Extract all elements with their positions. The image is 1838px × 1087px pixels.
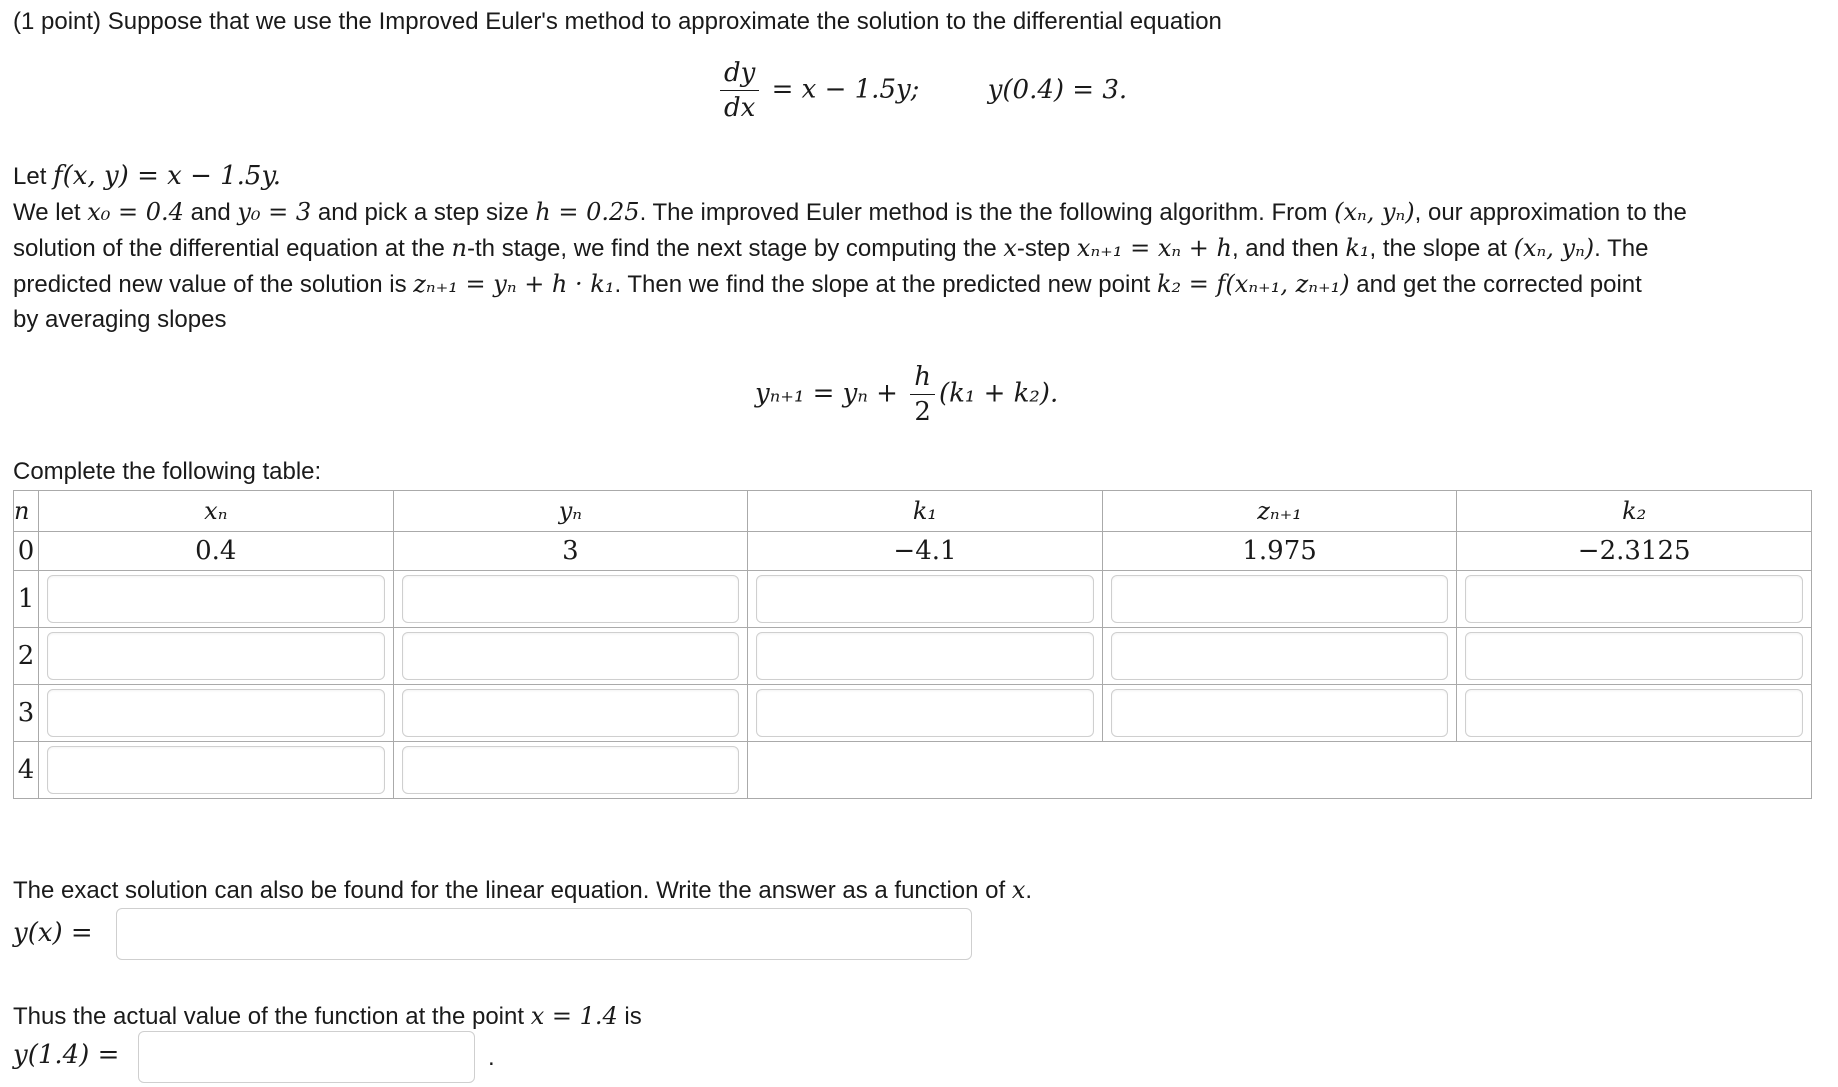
para-xstep: xₙ₊₁ = xₙ + h: [1076, 234, 1232, 262]
row0-z: 1.975: [1102, 532, 1457, 571]
row2-k2-input[interactable]: [1465, 632, 1803, 680]
table-header-row: [14, 491, 1812, 532]
exact-prompt-end: .: [1025, 877, 1033, 904]
row4-y-input[interactable]: [402, 746, 740, 794]
row0-x: 0.4: [39, 532, 394, 571]
para-text: and: [183, 199, 238, 226]
row3-k1-cell: [748, 685, 1103, 742]
row4-y-cell: [393, 742, 748, 799]
row2-x-cell: [39, 628, 394, 685]
row1-k2-input[interactable]: [1465, 575, 1803, 623]
table-row: [14, 742, 1812, 799]
row2-x-input[interactable]: [47, 632, 385, 680]
row1-k1-input[interactable]: [756, 575, 1094, 623]
row1-x-cell: [39, 571, 394, 628]
para-text: , our approximation to the: [1414, 199, 1687, 226]
exact-label: y(x) =: [13, 918, 93, 948]
corrector-formula: [755, 362, 1058, 427]
row2-y-input[interactable]: [402, 632, 740, 680]
row0-k1: −4.1: [748, 532, 1103, 571]
corrector-fraction: [910, 362, 935, 427]
header-xn: xₙ: [39, 491, 394, 532]
row0-n: 0: [14, 532, 39, 571]
row3-y-cell: [393, 685, 748, 742]
paragraph-line-1: [13, 198, 1687, 227]
row2-z-cell: [1102, 628, 1457, 685]
row1-z-input[interactable]: [1111, 575, 1449, 623]
row4-n: 4: [14, 742, 39, 799]
para-text: . The: [1594, 235, 1649, 262]
paragraph-line-2: [13, 234, 1648, 263]
exact-prompt: [13, 876, 1032, 905]
row1-x-input[interactable]: [47, 575, 385, 623]
header-k1: k₁: [748, 491, 1103, 532]
para-text: , the slope at: [1369, 235, 1514, 262]
table-row: [14, 571, 1812, 628]
table-row: [14, 628, 1812, 685]
para-text: . The improved Euler method is the the following algorithm. From: [639, 199, 1335, 226]
row3-y-input[interactable]: [402, 689, 740, 737]
row3-z-input[interactable]: [1111, 689, 1449, 737]
row1-k2-cell: [1457, 571, 1812, 628]
ode-rhs: = x − 1.5y;: [771, 74, 920, 105]
para-k2def: k₂ = f(xₙ₊₁, zₙ₊₁): [1157, 270, 1350, 298]
row0-k2: −2.3125: [1457, 532, 1812, 571]
header-zn1: zₙ₊₁: [1102, 491, 1457, 532]
para-h: h = 0.25: [535, 198, 640, 226]
row1-z-cell: [1102, 571, 1457, 628]
ode-dy: dy: [720, 58, 759, 91]
row1-n: 1: [14, 571, 39, 628]
row2-z-input[interactable]: [1111, 632, 1449, 680]
row3-x-cell: [39, 685, 394, 742]
para-text: and get the corrected point: [1349, 271, 1642, 298]
ode-derivative: [720, 58, 759, 123]
euler-table: [13, 490, 1812, 799]
actual-value-input[interactable]: [138, 1031, 475, 1083]
actual-prompt-math: x = 1.4: [530, 1002, 618, 1030]
let-f-prefix: Let: [13, 163, 54, 190]
para-x: x: [1003, 234, 1017, 262]
header-n: n: [14, 491, 39, 532]
para-zpred: zₙ₊₁ = yₙ + h · k₁: [413, 270, 615, 298]
row3-n: 3: [14, 685, 39, 742]
exact-prompt-var: x: [1011, 876, 1026, 904]
para-text: and pick a step size: [311, 199, 536, 226]
para-xnyn: (xₙ, yₙ): [1334, 198, 1415, 226]
header-k2: k₂: [1457, 491, 1812, 532]
row3-x-input[interactable]: [47, 689, 385, 737]
para-x0: x₀ = 0.4: [87, 198, 184, 226]
para-xnyn: (xₙ, yₙ): [1513, 234, 1595, 262]
table-row: [14, 685, 1812, 742]
para-text: -th stage, we find the next stage by computing the: [467, 235, 1004, 262]
row3-k2-input[interactable]: [1465, 689, 1803, 737]
let-f-line: [13, 162, 281, 191]
row3-z-cell: [1102, 685, 1457, 742]
row1-y-cell: [393, 571, 748, 628]
para-text: predicted new value of the solution is: [13, 271, 414, 298]
para-text: , and then: [1231, 235, 1346, 262]
row4-x-cell: [39, 742, 394, 799]
row0-y: 3: [393, 532, 748, 571]
exact-solution-input[interactable]: [116, 908, 972, 960]
row2-k1-cell: [748, 628, 1103, 685]
actual-prompt: [13, 1002, 642, 1031]
paragraph-line-3: [13, 270, 1642, 299]
row2-n: 2: [14, 628, 39, 685]
paragraph-line-4: by averaging slopes: [13, 306, 227, 333]
row2-k2-cell: [1457, 628, 1812, 685]
para-n: n: [451, 234, 468, 262]
corrector-lhs: yₙ₊₁ = yₙ +: [755, 378, 898, 409]
actual-prompt-text: Thus the actual value of the function at the point: [13, 1003, 531, 1030]
corrector-h: h: [910, 362, 935, 395]
row1-y-input[interactable]: [402, 575, 740, 623]
row2-y-cell: [393, 628, 748, 685]
actual-label: y(1.4) =: [13, 1040, 120, 1070]
corrector-2: 2: [914, 397, 931, 427]
row2-k1-input[interactable]: [756, 632, 1094, 680]
row3-k1-input[interactable]: [756, 689, 1094, 737]
ode-equation: [716, 58, 1127, 123]
table-row: [14, 532, 1812, 571]
row4-x-input[interactable]: [47, 746, 385, 794]
para-text: We let: [13, 199, 88, 226]
para-text: . Then we find the slope at the predicted new point: [614, 271, 1158, 298]
row4-empty-cell: [748, 742, 1812, 799]
ode-dx: dx: [724, 93, 756, 123]
para-k1: k₁: [1345, 234, 1370, 262]
problem-intro: (1 point) Suppose that we use the Improved Euler's method to approximate the solution to the differential equation: [13, 8, 1222, 35]
actual-prompt-end: is: [617, 1003, 642, 1030]
para-text: -step: [1016, 235, 1077, 262]
row3-k2-cell: [1457, 685, 1812, 742]
actual-trailing-period: .: [488, 1044, 495, 1071]
exact-prompt-text: The exact solution can also be found for the linear equation. Write the answer as a function of: [13, 877, 1012, 904]
para-text: solution of the differential equation at the: [13, 235, 452, 262]
table-prompt: Complete the following table:: [13, 458, 322, 485]
row1-k1-cell: [748, 571, 1103, 628]
ode-initial-condition: y(0.4) = 3.: [987, 74, 1128, 105]
para-y0: y₀ = 3: [237, 198, 312, 226]
let-f-math: f(x, y) = x − 1.5y.: [53, 161, 281, 191]
corrector-rhs: (k₁ + k₂).: [938, 378, 1059, 409]
header-yn: yₙ: [393, 491, 748, 532]
